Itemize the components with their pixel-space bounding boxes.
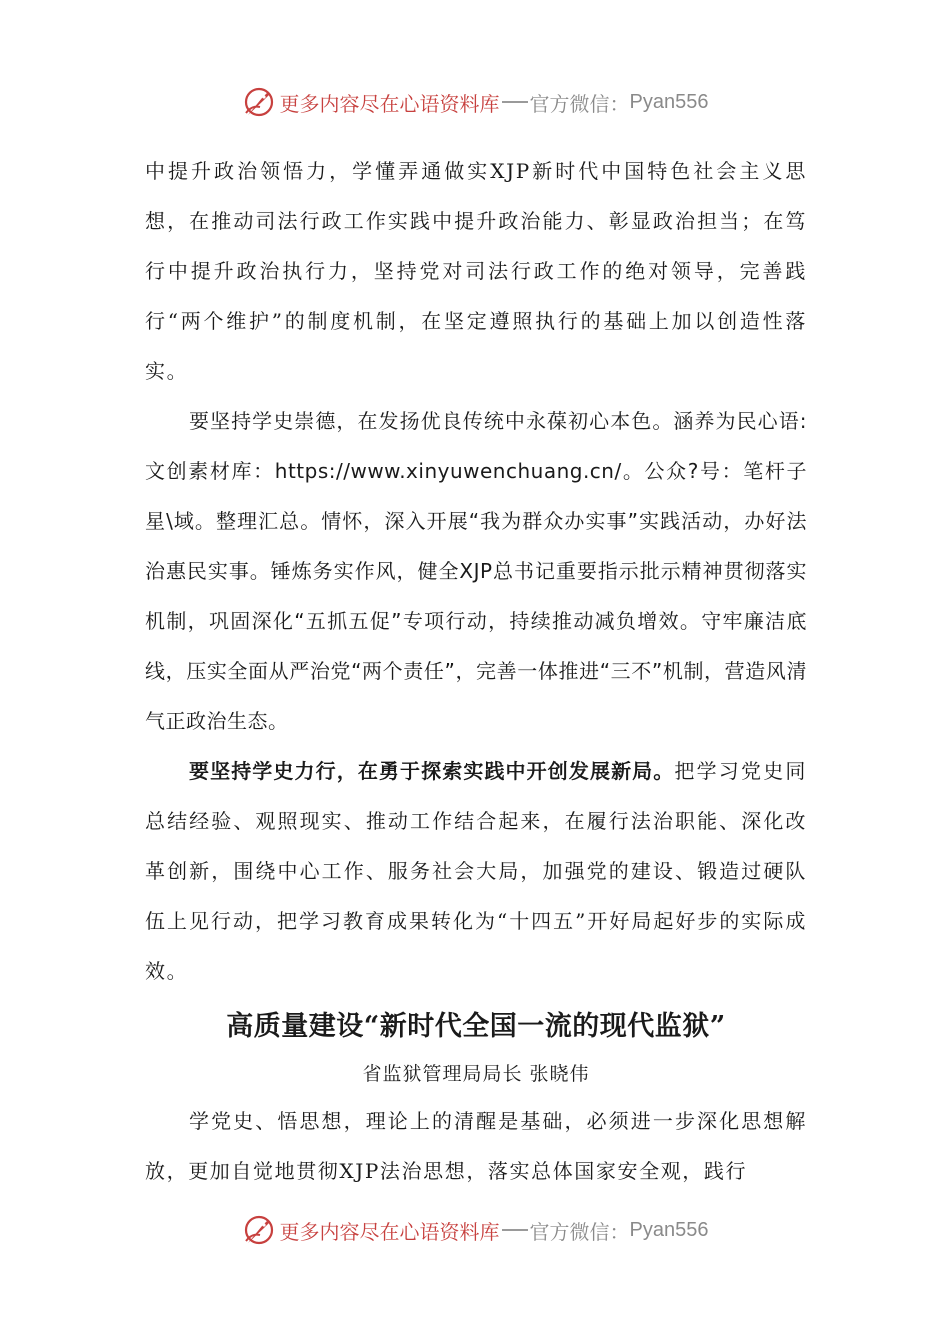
author-byline: 省监狱管理局局长 张晓伟 [362, 1063, 590, 1085]
banner-divider [502, 1229, 528, 1231]
header-banner [0, 82, 950, 122]
paragraph-4: 学党史、悟思想，理论上的清醒是基础，必须进一步深化思想解放，更加自觉地贯彻XJP法治思想，落实总体国家安全观，践行 [145, 1109, 807, 1183]
section-title: 高质量建设“新时代全国一流的现代监狱” [226, 1011, 726, 1042]
paragraph-3-body: 把学习党史同总结经验、观照现实、推动工作结合起来，在履行法治职能、深化改革创新，围绕中心工作、服务社会大局，加强党的建设、锻造过硬队伍上见行动，把学习教育成果转化为“十四五”开好局起好步的实际成效。 [145, 759, 807, 983]
pen-nib-logo-icon [242, 85, 276, 119]
banner-wechat-label: 官方微信： [529, 91, 630, 116]
banner-divider [502, 101, 528, 103]
document-body [145, 146, 807, 1196]
banner-wechat-id: Pyan556 [629, 1218, 709, 1241]
paragraph-3 [145, 746, 807, 996]
banner-wechat-label: 官方微信： [529, 1219, 630, 1244]
pen-nib-logo-icon [242, 1213, 276, 1247]
paragraph-2: 要坚持学史崇德，在发扬优良传统中永葆初心本色。涵养为民心语:文创素材库：https://www.xinyuwenchuang.cn/。公众?号：笔杆子星\域。整理汇总。情怀，深入开展“我为群众办实事”实践活动，办好法治惠民实事。锤炼务实作风，健全XJP总书记重要指示批示精神贯彻落实机制，巩固深化“五抓五促”专项行动，持续推动减负增效。守牢廉洁底线，压实全面从严治党“两个责任”，完善一体推进“三不”机制，营造风清气正政治生态。 [145, 409, 807, 733]
banner-brand-text: 更多内容尽在心语资料库 [279, 91, 500, 116]
banner-brand-text: 更多内容尽在心语资料库 [279, 1219, 500, 1244]
banner-wechat-id: Pyan556 [629, 90, 709, 113]
paragraph-3-lead: 要坚持学史力行，在勇于探索实践中开创发展新局。 [189, 759, 675, 783]
footer-banner [0, 1210, 950, 1250]
paragraph-1: 中提升政治领悟力，学懂弄通做实XJP新时代中国特色社会主义思想，在推动司法行政工作实践中提升政治能力、彰显政治担当；在笃行中提升政治执行力，坚持党对司法行政工作的绝对领导，完善践行“两个维护”的制度机制，在坚定遵照执行的基础上加以创造性落实。 [145, 159, 807, 383]
